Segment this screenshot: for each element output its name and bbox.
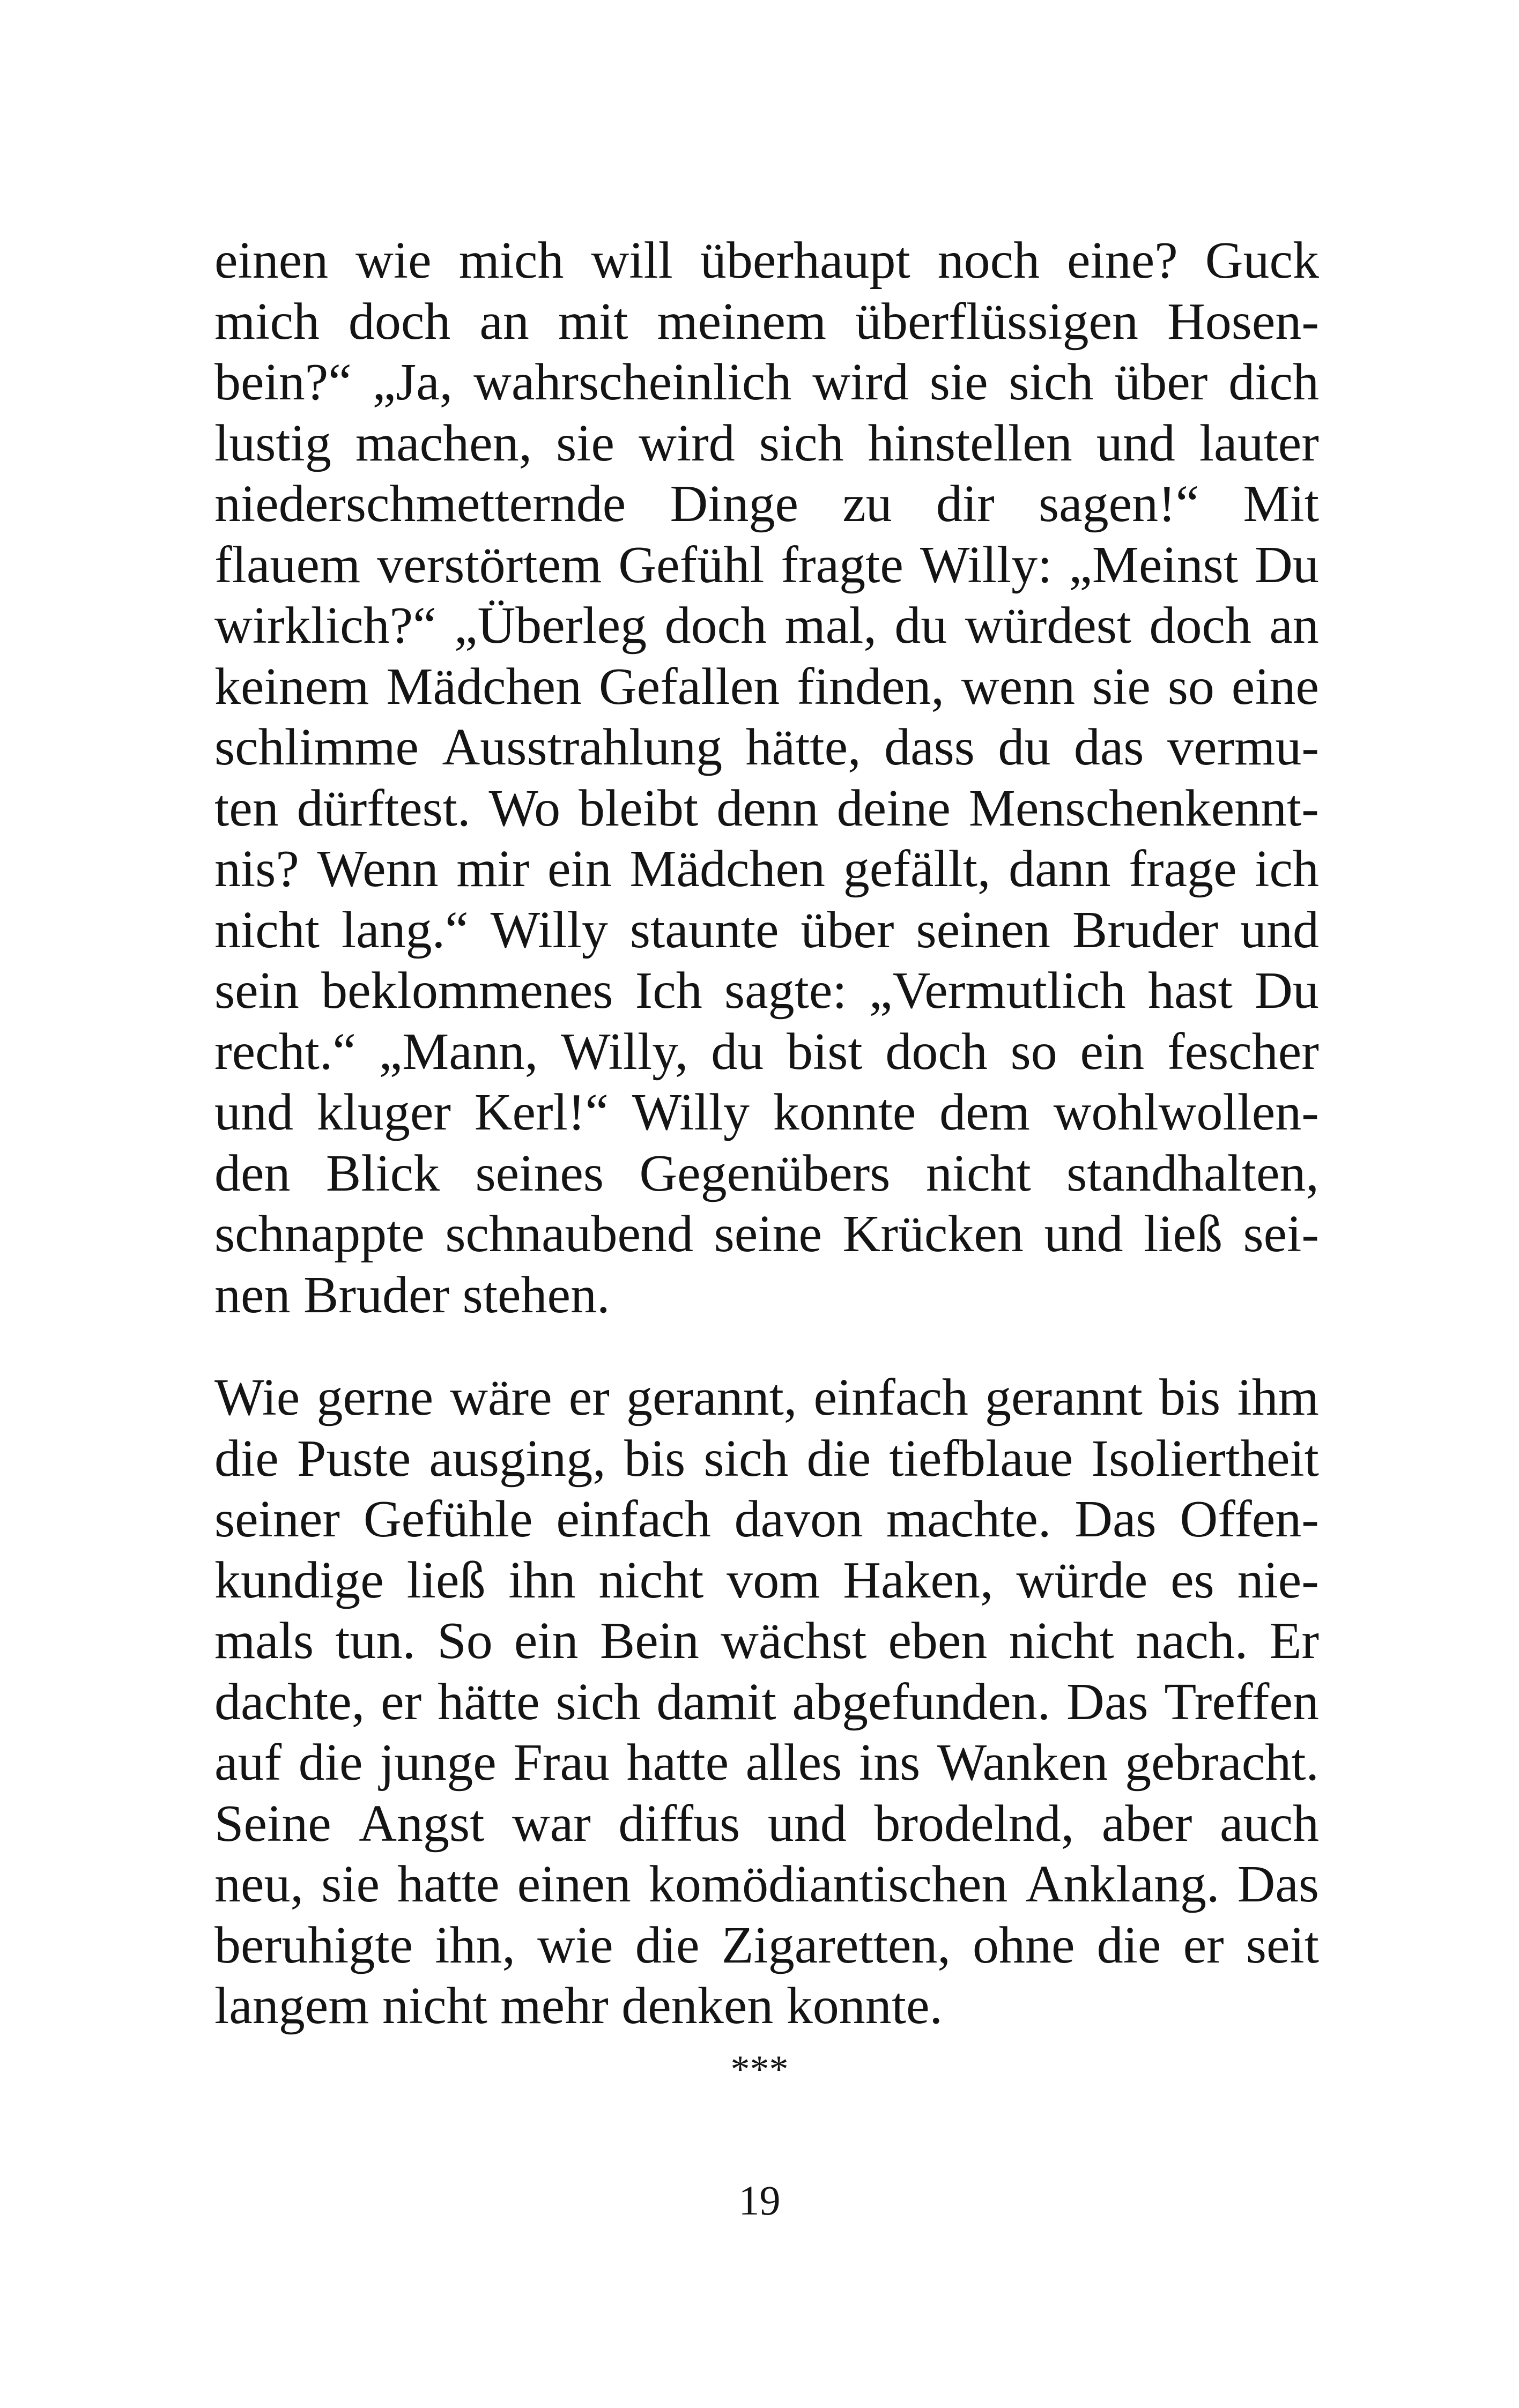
text-line: flauem verstörtem Gefühl fragte Willy: „Meinst Du xyxy=(214,536,1319,594)
page-number: 19 xyxy=(738,2177,781,2224)
paragraph xyxy=(214,231,1319,1326)
text-line: beruhigte ihn, wie die Zigaretten, ohne die er seit xyxy=(214,1916,1319,1974)
text-line: keinem Mädchen Gefallen finden, wenn sie so eine xyxy=(214,657,1319,716)
text-line: recht.“ „Mann, Willy, du bist doch so ein fescher xyxy=(214,1022,1319,1081)
text-line: schnappte schnaubend seine Krücken und ließ sei- xyxy=(214,1205,1319,1263)
text-line: nen Bruder stehen. xyxy=(214,1266,610,1324)
text-line: und kluger Kerl!“ Willy konnte dem wohlwollen- xyxy=(214,1083,1319,1141)
text-line: nicht lang.“ Willy staunte über seinen Bruder und xyxy=(214,901,1319,959)
text-line: nis? Wenn mir ein Mädchen gefällt, dann frage ich xyxy=(214,840,1319,898)
text-line: langem nicht mehr denken konnte. xyxy=(214,1977,943,2035)
text-line: dachte, er hätte sich damit abgefunden. Das Treffen xyxy=(214,1673,1319,1731)
section-separator: *** xyxy=(730,2048,789,2091)
text-line: ten dürftest. Wo bleibt denn deine Menschenkennt- xyxy=(214,779,1319,837)
text-line: seiner Gefühle einfach davon machte. Das Offen- xyxy=(214,1490,1319,1548)
text-line: mals tun. So ein Bein wächst eben nicht nach. Er xyxy=(214,1612,1319,1670)
text-line: schlimme Ausstrahlung hätte, dass du das vermu- xyxy=(214,718,1319,776)
text-line: sein beklommenes Ich sagte: „Vermutlich hast Du xyxy=(214,962,1319,1020)
text-line: einen wie mich will überhaupt noch eine? Guck xyxy=(214,232,1319,289)
text-line: kundige ließ ihn nicht vom Haken, würde es nie- xyxy=(214,1551,1319,1609)
text-line: mich doch an mit meinem überflüssigen Hosen- xyxy=(214,292,1319,351)
paragraph-gap xyxy=(214,1326,1319,1367)
text-line: bein?“ „Ja, wahrscheinlich wird sie sich über dich xyxy=(214,353,1319,411)
text-line: den Blick seines Gegenübers nicht standhalten, xyxy=(214,1144,1319,1202)
text-line: lustig machen, sie wird sich hinstellen und lauter xyxy=(214,414,1319,472)
text-line: niederschmetternde Dinge zu dir sagen!“ Mit xyxy=(214,475,1319,533)
text-line: die Puste ausging, bis sich die tiefblaue Isoliertheit xyxy=(214,1429,1319,1488)
text-line: wirklich?“ „Überleg doch mal, du würdest doch an xyxy=(214,597,1319,655)
text-line: neu, sie hatte einen komödiantischen Anklang. Das xyxy=(214,1855,1319,1913)
paragraph xyxy=(214,1367,1319,2037)
body-text xyxy=(214,231,1319,2037)
text-line: Seine Angst war diffus und brodelnd, aber auch xyxy=(214,1794,1319,1853)
text-line: auf die junge Frau hatte alles ins Wanken gebracht. xyxy=(214,1734,1319,1792)
text-line: Wie gerne wäre er gerannt, einfach gerannt bis ihm xyxy=(214,1369,1319,1426)
